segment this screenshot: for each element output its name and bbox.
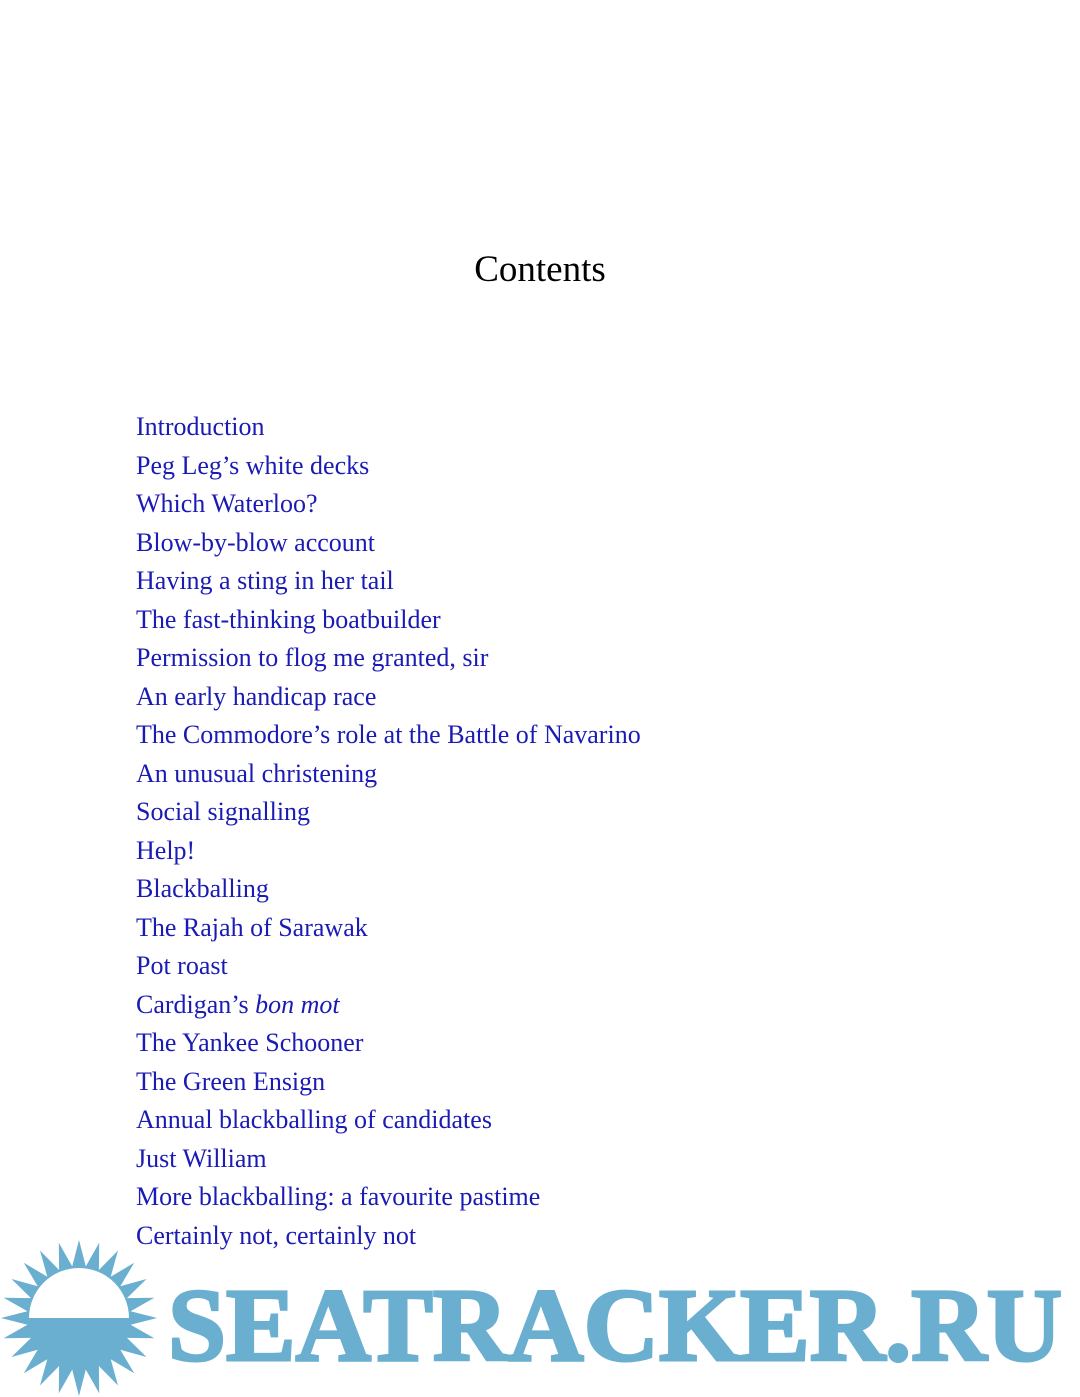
toc-link[interactable]: Permission to flog me granted, sir (136, 643, 489, 672)
list-item (136, 639, 641, 678)
toc-link[interactable]: Help! (136, 835, 196, 865)
toc-link[interactable]: The fast-thinking boatbuilder (136, 604, 441, 634)
watermark-logo (0, 1238, 1080, 1397)
table-of-contents (136, 408, 641, 1255)
list-item (136, 408, 641, 447)
list-item (136, 1024, 641, 1063)
sun-over-sea-icon (1, 1240, 157, 1396)
list-item (136, 485, 641, 524)
toc-link[interactable]: Blackballing (136, 874, 269, 903)
list-item (136, 524, 641, 563)
list-item (136, 947, 641, 986)
list-item (136, 755, 641, 794)
toc-link-italic-text: bon mot (255, 989, 340, 1019)
list-item (136, 447, 641, 486)
toc-link[interactable]: An unusual christening (136, 758, 378, 788)
toc-link[interactable]: The Commodore’s role at the Battle of Navarino (136, 720, 641, 749)
toc-link[interactable]: An early handicap race (136, 681, 377, 711)
watermark-text: SEATRACKER.RU (168, 1268, 1062, 1383)
toc-link-text: Cardigan’s (136, 989, 256, 1019)
toc-link[interactable]: Certainly not, certainly not (136, 1220, 417, 1250)
list-item (136, 562, 641, 601)
list-item (136, 986, 641, 1025)
toc-link[interactable]: Blow-by-blow account (136, 527, 376, 557)
toc-link[interactable] (136, 990, 340, 1019)
list-item (136, 716, 641, 755)
toc-link[interactable]: Annual blackballing of candidates (136, 1105, 492, 1134)
toc-link[interactable]: The Yankee Schooner (136, 1028, 364, 1057)
list-item (136, 1063, 641, 1102)
toc-link[interactable]: Pot roast (136, 951, 228, 980)
list-item (136, 793, 641, 832)
toc-link[interactable]: Peg Leg’s white decks (136, 450, 370, 480)
toc-link[interactable]: The Rajah of Sarawak (136, 912, 368, 942)
toc-link[interactable]: The Green Ensign (136, 1066, 326, 1096)
list-item (136, 601, 641, 640)
list-item (136, 1101, 641, 1140)
toc-link[interactable]: More blackballing: a favourite pastime (136, 1182, 541, 1211)
toc-link[interactable]: Which Waterloo? (136, 489, 318, 518)
toc-link[interactable]: Having a sting in her tail (136, 566, 394, 595)
list-item (136, 678, 641, 717)
list-item (136, 870, 641, 909)
toc-link[interactable]: Introduction (136, 412, 265, 441)
list-item (136, 832, 641, 871)
list-item (136, 909, 641, 948)
list-item (136, 1178, 641, 1217)
page-title: Contents (474, 249, 606, 290)
list-item (136, 1140, 641, 1179)
toc-link[interactable]: Just William (136, 1143, 267, 1173)
toc-link[interactable]: Social signalling (136, 797, 311, 826)
